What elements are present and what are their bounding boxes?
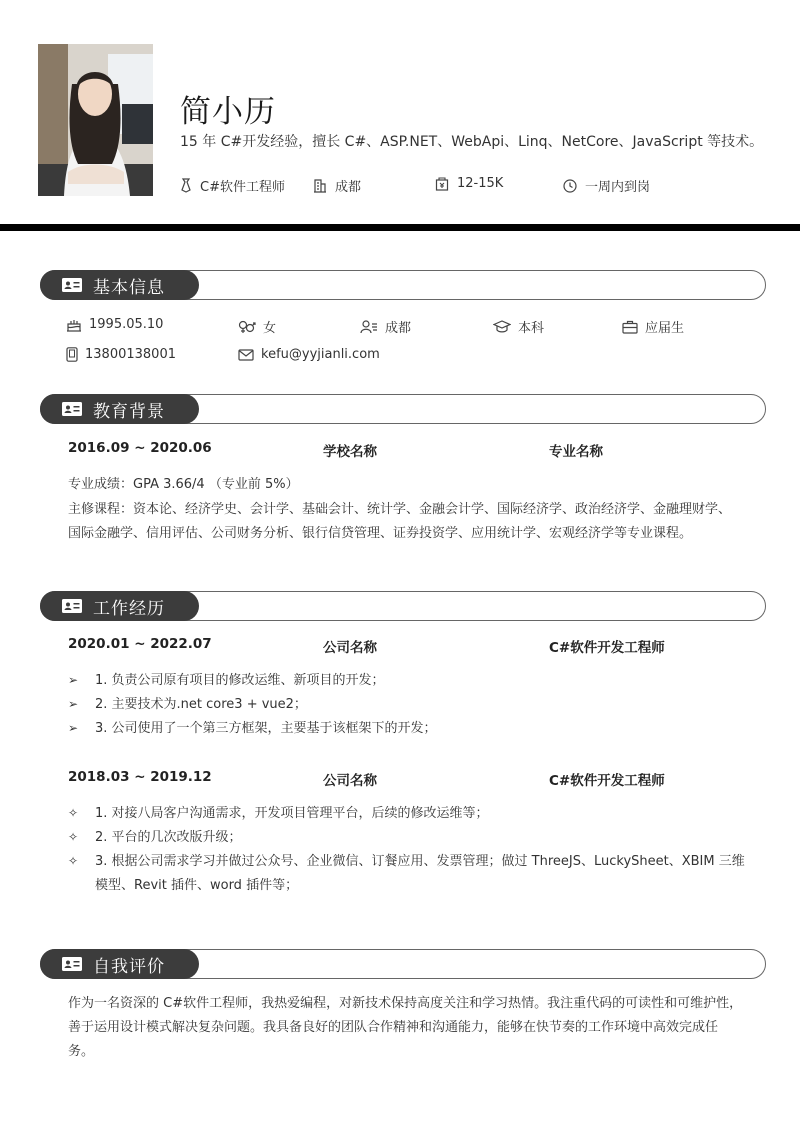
job-period: 2020.01 ~ 2022.07 [68, 636, 212, 652]
job-company: 公司名称 [323, 640, 377, 656]
info-email-text[interactable]: kefu@yyjianli.com [261, 347, 380, 362]
clock-icon [563, 179, 577, 193]
section-title-basic: 基本信息 [93, 277, 165, 298]
graduation-cap-icon [493, 320, 511, 334]
candidate-name: 简小历 [180, 94, 276, 130]
info-gender [238, 317, 276, 336]
meta-salary [435, 176, 503, 191]
wallet-icon [435, 177, 449, 191]
info-phone-text: 13800138001 [85, 347, 176, 362]
info-degree-text: 本科 [518, 321, 545, 336]
edu-major: 专业名称 [549, 444, 603, 460]
edu-period: 2016.09 ~ 2020.06 [68, 440, 212, 456]
section-title-work: 工作经历 [93, 598, 165, 619]
section-header-basic [40, 270, 766, 300]
job-item: 2. 主要技术为.net core3 + vue2； [95, 697, 307, 712]
building-icon [313, 179, 327, 193]
id-card-icon [62, 957, 82, 971]
header-divider [0, 224, 800, 231]
bullet-marker: ✧ [68, 854, 79, 868]
job-role: C#软件开发工程师 [549, 773, 665, 789]
meta-city [313, 176, 361, 195]
edu-school: 学校名称 [323, 444, 377, 460]
bullet-marker: ✧ [68, 830, 79, 844]
info-birth-text: 1995.05.10 [89, 317, 164, 332]
meta-city-text: 成都 [335, 180, 362, 195]
job-item: 3. 根据公司需求学习并做过公众号、企业微信、订餐应用、发票管理；做过 ThreeJS、LuckySheet、XBIM 三维模型、Revit 插件、word 插件等； [95, 854, 745, 893]
section-title-self: 自我评价 [93, 956, 165, 977]
bullet-marker: ✧ [68, 806, 79, 820]
id-card-icon [62, 599, 82, 613]
meta-arrival [563, 176, 650, 195]
info-location [360, 317, 411, 336]
section-header-education [40, 394, 766, 424]
section-title-education: 教育背景 [93, 401, 165, 422]
info-location-text: 成都 [385, 321, 412, 336]
bullet-marker: ➢ [68, 673, 79, 687]
job-role: C#软件开发工程师 [549, 640, 665, 656]
phone-icon [66, 347, 78, 362]
briefcase-icon [622, 320, 638, 334]
bullet-marker: ➢ [68, 697, 79, 711]
self-evaluation-text: 作为一名资深的 C#软件工程师，我热爱编程，对新技术保持高度关注和学习热情。我注重代码的可读性和可维护性，善于运用设计模式解决复杂问题。我具备良好的团队合作精神和沟通能力，能够在快节奏的工作环境中高效完成任务。 [68, 996, 743, 1059]
info-email [238, 347, 380, 362]
edu-grades: 专业成绩：GPA 3.66/4 （专业前 5%） [68, 477, 299, 492]
job-item: 1. 负责公司原有项目的修改运维、新项目的开发； [95, 673, 385, 688]
info-phone [66, 347, 176, 362]
mail-icon [238, 349, 254, 361]
profile-photo [38, 44, 153, 196]
meta-arrival-text: 一周内到岗 [585, 180, 651, 195]
job-period: 2018.03 ~ 2019.12 [68, 769, 212, 785]
person-list-icon [360, 320, 378, 334]
job-company: 公司名称 [323, 773, 377, 789]
tie-icon [180, 178, 192, 193]
meta-job [180, 176, 285, 195]
bullet-marker: ➢ [68, 721, 79, 735]
cake-icon [66, 318, 82, 332]
id-card-icon [62, 402, 82, 416]
info-status [622, 317, 684, 336]
info-status-text: 应届生 [645, 321, 685, 336]
section-header-self [40, 949, 766, 979]
section-header-work [40, 591, 766, 621]
meta-job-text: C#软件工程师 [200, 180, 285, 195]
meta-salary-text: 12-15K [457, 176, 504, 191]
info-gender-text: 女 [263, 321, 277, 336]
gender-icon [238, 320, 256, 334]
edu-courses: 主修课程：资本论、经济学史、会计学、基础会计、统计学、金融会计学、国际经济学、政治经济学、金融理财学、国际金融学、信用评估、公司财务分析、银行信贷管理、证券投资学、应用统计学、宏观经济学等专业课程。 [68, 502, 732, 541]
info-birth [66, 317, 163, 332]
job-item: 3. 公司使用了一个第三方框架，主要基于该框架下的开发； [95, 721, 437, 736]
candidate-summary: 15 年 C#开发经验，擅长 C#、ASP.NET、WebApi、Linq、NetCore、JavaScript 等技术。 [180, 134, 764, 150]
id-card-icon [62, 278, 82, 292]
info-degree [493, 317, 544, 336]
job-item: 1. 对接八局客户沟通需求，开发项目管理平台，后续的修改运维等； [95, 806, 489, 821]
job-item: 2. 平台的几次改版升级； [95, 830, 242, 845]
